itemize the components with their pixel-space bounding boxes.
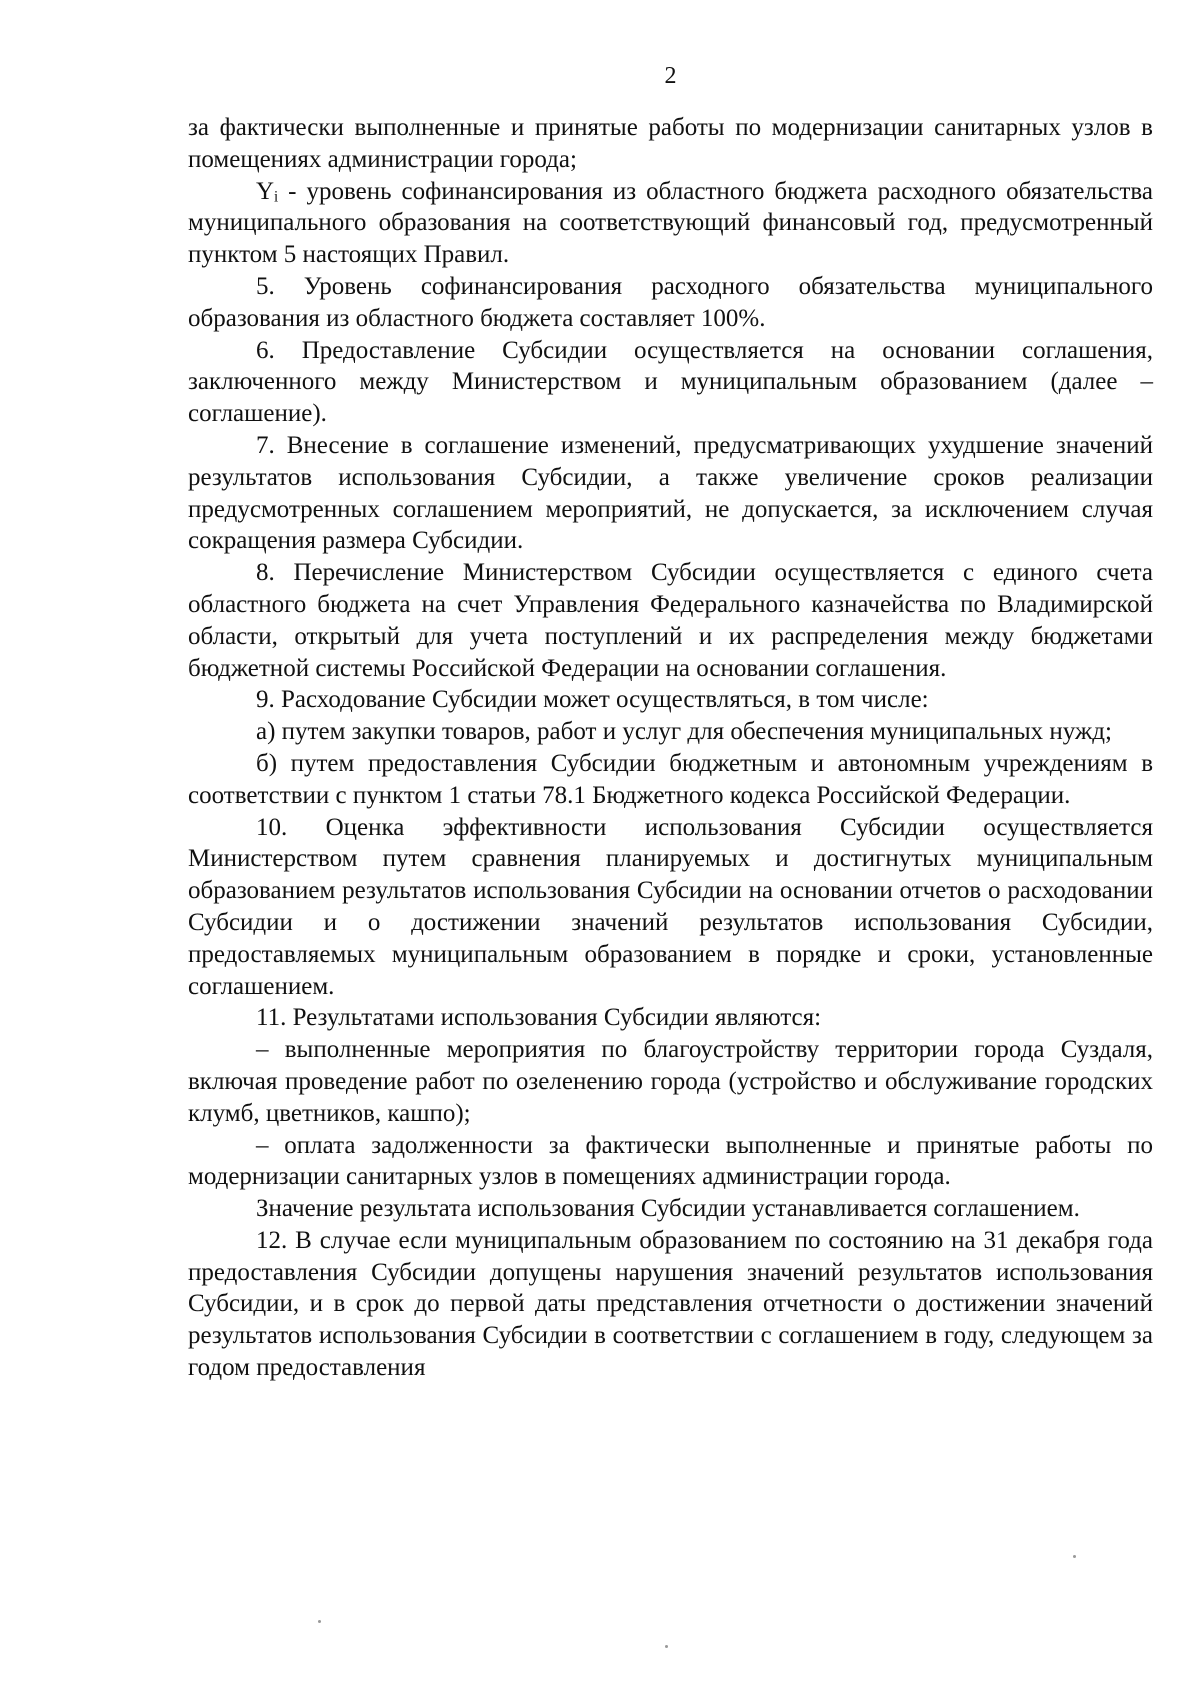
paragraph-item-6: 6. Предоставление Субсидии осуществляется на основании соглашения, заключенного между Министерством и муниципальным образованием (далее – соглашение). [188, 336, 1153, 428]
paragraph-item-9b: б) путем предоставления Субсидии бюджетным и автономным учреждениям в соответствии с пунктом 1 статьи 78.1 Бюджетного кодекса Российской Федерации. [188, 749, 1153, 809]
scan-speck [665, 1645, 668, 1648]
document-body [188, 62, 1153, 1384]
paragraph-item-11: 11. Результатами использования Субсидии являются: [256, 1004, 822, 1032]
scan-speck [1073, 1555, 1076, 1558]
paragraph-yi-definition: Yᵢ - уровень софинансирования из областного бюджета расходного обязательства муниципального образования на соответствующий финансовый год, предусмотренный пунктом 5 настоящих Правил. [188, 177, 1153, 269]
paragraph-result-2: – оплата задолженности за фактически выполненные и принятые работы по модернизации санитарных узлов в помещениях администрации города. [188, 1131, 1153, 1191]
paragraph-result-value: Значение результата использования Субсидии устанавливается соглашением. [256, 1195, 1080, 1223]
paragraph-item-10: 10. Оценка эффективности использования Субсидии осуществляется Министерством путем сравнения планируемых и достигнутых муниципальным образованием результатов использования Субсидии на основании отчетов о расходовании Субсидии и о достижении значений результатов использования Субсидии, предоставляемых муниципальным образованием в порядке и сроки, установленные соглашением. [188, 813, 1153, 1000]
paragraph-item-12: 12. В случае если муниципальным образованием по состоянию на 31 декабря года предоставления Субсидии допущены нарушения значений результатов использования Субсидии, и в срок до первой даты представления отчетности о достижении значений результатов использования Субсидии в соответствии с соглашением в году, следующем за годом предоставления [188, 1226, 1153, 1382]
paragraph-continuation: за фактически выполненные и принятые работы по модернизации санитарных узлов в помещениях администрации города; [188, 114, 1153, 173]
page-number: 2 [664, 63, 677, 89]
paragraph-item-9: 9. Расходование Субсидии может осуществляться, в том числе: [256, 686, 929, 714]
scan-speck [318, 1620, 321, 1623]
paragraph-item-8: 8. Перечисление Министерством Субсидии осуществляется с единого счета областного бюджета на счет Управления Федерального казначейства по Владимирской области, открытый для учета поступлений и их распределения между бюджетами бюджетной системы Российской Федерации на основании соглашения. [188, 559, 1153, 682]
paragraph-item-7: 7. Внесение в соглашение изменений, предусматривающих ухудшение значений результатов использования Субсидии, а также увеличение сроков реализации предусмотренных соглашением мероприятий, не допускается, за исключением случая сокращения размера Субсидии. [188, 431, 1153, 555]
paragraph-item-5: 5. Уровень софинансирования расходного обязательства муниципального образования из областного бюджета составляет 100%. [188, 272, 1153, 332]
paragraph-item-9a: а) путем закупки товаров, работ и услуг для обеспечения муниципальных нужд; [256, 718, 1112, 746]
paragraph-result-1: – выполненные мероприятия по благоустройству территории города Суздаля, включая проведение работ по озеленению города (устройство и обслуживание городских клумб, цветников, кашпо); [188, 1036, 1153, 1127]
